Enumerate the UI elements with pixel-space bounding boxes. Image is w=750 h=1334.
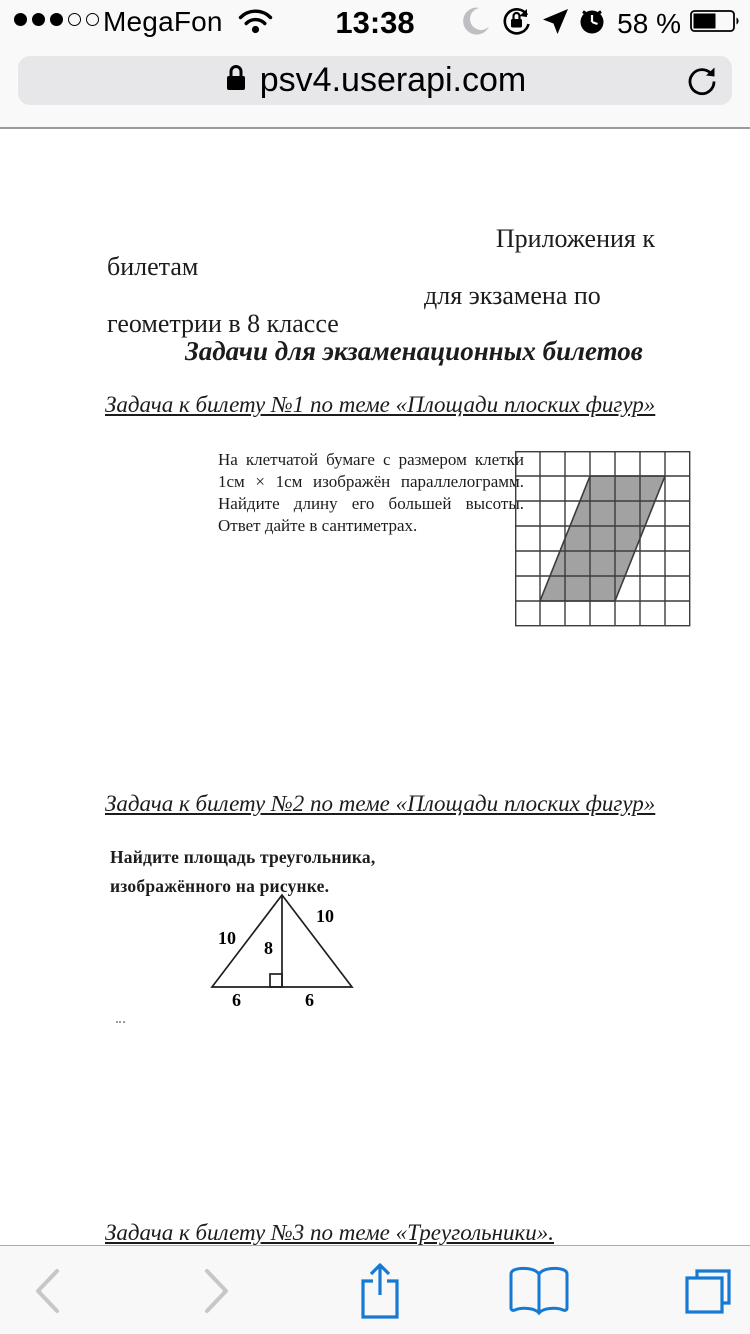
problem1-text: На клетчатой бумаге с размером клетки 1см × 1см изображён параллелограмм. Найдите длину его большей высоты. Ответ дайте в сантиметрах. [218,450,524,535]
problem3-heading: Задача к билету №3 по теме «Треугольники». [105,1220,555,1245]
parallelogram [540,476,665,601]
figure-grid-parallelogram [515,451,691,632]
battery-icon [690,9,740,38]
forward-button[interactable] [194,1246,240,1334]
do-not-disturb-moon-icon [461,6,491,41]
status-time: 13:38 [335,5,415,40]
document-page [0,129,750,1245]
address-bar[interactable] [18,56,732,105]
tabs-button[interactable] [683,1246,733,1334]
triangle-height-label: 8 [264,938,273,958]
reload-button[interactable] [686,65,718,102]
problem2-text: Найдите площадь треугольника, изображённого на рисунке. [110,847,376,896]
status-bar [0,0,750,42]
doc-header-line4: геометрии в 8 классе [107,309,339,338]
alarm-clock-icon [578,7,606,40]
problem1-heading: Задача к билету №1 по теме «Площади плоских фигур» [105,392,656,417]
problem2-heading: Задача к билету №2 по теме «Площади плоских фигур» [105,791,656,816]
https-lock-icon [224,62,248,99]
figure-triangle [180,882,395,1022]
orientation-lock-icon [500,6,533,41]
doc-header-line3: для экзамена по [424,281,601,310]
bookmarks-button[interactable] [508,1246,570,1334]
safari-top-chrome [0,0,750,129]
doc-title: Задачи для экзаменационных билетов [185,336,643,366]
url-domain: psv4.userapi.com [259,61,527,99]
triangle-base-right-label: 6 [305,990,314,1010]
safari-bottom-toolbar [0,1245,750,1334]
triangle-base-left-label: 6 [232,990,241,1010]
back-button[interactable] [24,1246,70,1334]
battery-percent-label: 58 % [617,7,681,39]
carrier-label: MegaFon [103,6,223,37]
location-arrow-icon [542,8,569,40]
triangle-left-side-label: 10 [218,928,236,948]
doc-header-line1: Приложения к [495,224,655,253]
share-button[interactable] [355,1246,405,1334]
triangle-right-side-label: 10 [316,906,334,926]
scan-artifact [116,1017,125,1023]
status-right-icons [461,6,740,41]
doc-header-line2: билетам [107,252,199,281]
